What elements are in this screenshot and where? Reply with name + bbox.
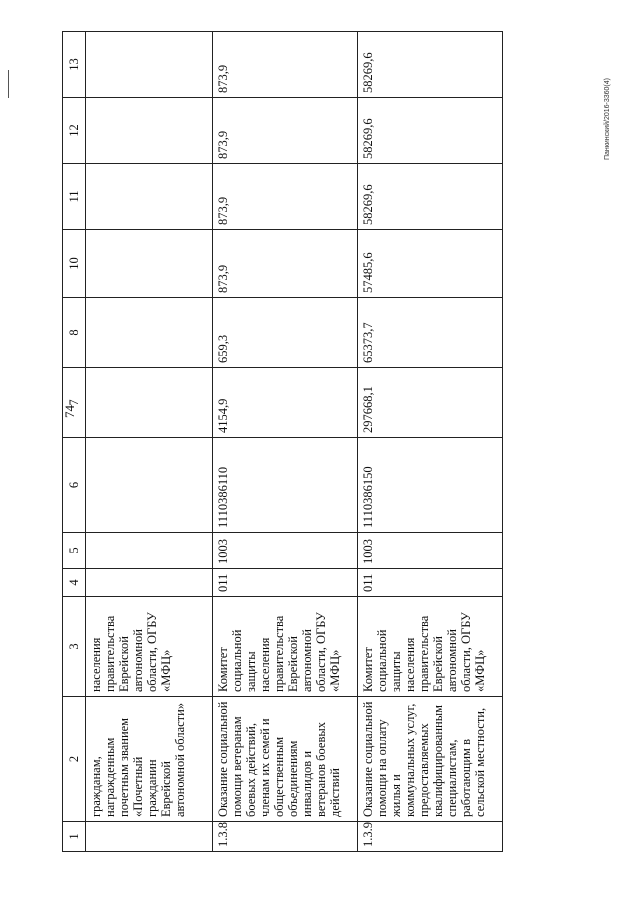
cell-col7 [86,368,213,438]
cell-col11: 58269,6 [358,164,503,230]
cell-col12: 873,9 [213,98,358,164]
cell-col8: 659,3 [213,298,358,368]
cell-col8 [86,298,213,368]
cell-col12 [86,98,213,164]
cell-col4: 011 [358,569,503,597]
header-cell: 6 [63,438,86,533]
cell-col13 [86,32,213,98]
header-cell: 1 [63,822,86,852]
cell-col6: 1110386110 [213,438,358,533]
cell-executor: Комитет социальной защиты населения правительства Еврейской автономной области, ОГБУ «МФЦ» [213,597,358,697]
header-cell: 10 [63,230,86,298]
cell-col6: 1110386150 [358,438,503,533]
header-cell: 12 [63,98,86,164]
cell-col7: 4154,9 [213,368,358,438]
cell-col5: 1003 [213,533,358,569]
cell-col13: 873,9 [213,32,358,98]
margin-mark [8,70,9,98]
header-row [63,32,86,852]
cell-col7: 297668,1 [358,368,503,438]
budget-table [62,31,503,852]
header-cell: 13 [63,32,86,98]
table-row [213,32,358,852]
cell-col5 [86,533,213,569]
header-cell: 4 [63,569,86,597]
cell-col11 [86,164,213,230]
header-cell: 11 [63,164,86,230]
rotated-table-wrapper [62,32,503,852]
cell-col8: 65373,7 [358,298,503,368]
cell-item-number [86,822,213,852]
cell-item-number: 1.3.9 [358,822,503,852]
cell-description: Оказание социальной помощи ветеранам боевых действий, членам их семей и общественным объединениям инвалидов и ветеранов боевых действий [213,697,358,822]
cell-col5: 1003 [358,533,503,569]
cell-col4: 011 [213,569,358,597]
header-cell: 2 [63,697,86,822]
cell-col10 [86,230,213,298]
cell-col4 [86,569,213,597]
cell-col11: 873,9 [213,164,358,230]
header-cell: 3 [63,597,86,697]
header-cell: 5 [63,533,86,569]
header-cell: 7 [63,368,86,438]
table-row [358,32,503,852]
cell-description: гражданам, награжденным почетным званием «Почетный гражданин Еврейской автономной области» [86,697,213,822]
document-reference-note: Панкинский/2016-3360(4) [604,78,611,160]
cell-description: Оказание социальной помощи на оплату жилья и коммунальных услуг, предоставляемых квалифицированным специалистам, работающим в сельской местности, [358,697,503,822]
header-cell: 8 [63,298,86,368]
cell-col12: 58269,6 [358,98,503,164]
cell-col10: 57485,6 [358,230,503,298]
cell-col6 [86,438,213,533]
page-number: 74 [62,405,77,418]
cell-col10: 873,9 [213,230,358,298]
cell-executor: населения правительства Еврейской автономной области, ОГБУ «МФЦ» [86,597,213,697]
table-row [86,32,213,852]
cell-executor: Комитет социальной защиты населения правительства Еврейской автономной области, ОГБУ «МФЦ» [358,597,503,697]
cell-col13: 58269,6 [358,32,503,98]
cell-item-number: 1.3.8 [213,822,358,852]
